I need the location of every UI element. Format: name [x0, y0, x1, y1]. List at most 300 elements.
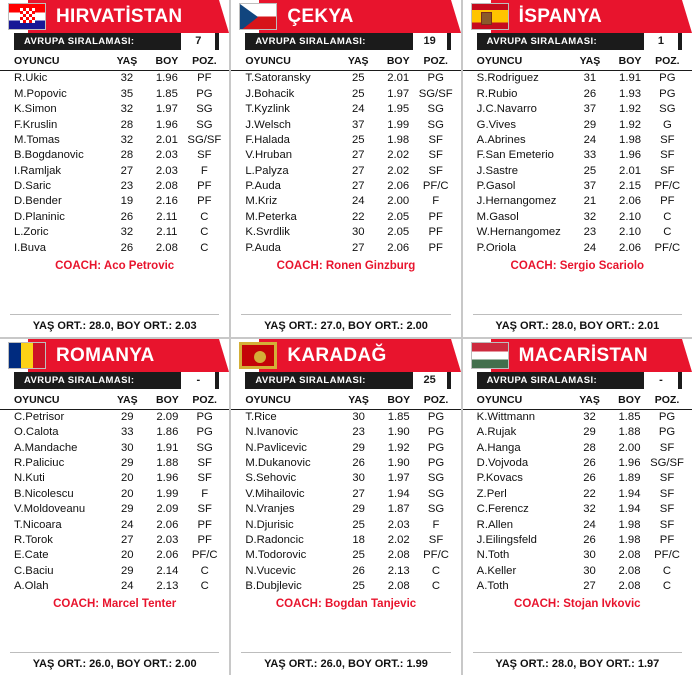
table-header-row — [231, 54, 460, 71]
table-header-row — [0, 393, 229, 410]
player-position: PG — [658, 410, 676, 423]
player-age: 30 — [352, 410, 365, 423]
player-name: R.Ukic — [14, 72, 48, 85]
table-row — [231, 148, 460, 163]
player-name: I.Buva — [14, 241, 47, 254]
player-height: 2.09 — [156, 410, 179, 423]
player-age: 30 — [351, 226, 365, 239]
table-row — [463, 117, 692, 132]
table-row — [231, 533, 460, 548]
player-name: T.Rice — [245, 410, 277, 423]
player-position: PF — [660, 195, 675, 208]
table-row — [231, 179, 460, 194]
table-row — [463, 163, 692, 178]
team-averages: YAŞ ORT.: 27.0, BOY ORT.: 2.00 — [241, 314, 450, 337]
player-name: F.Kruslin — [14, 118, 58, 131]
player-position: PG — [427, 410, 445, 423]
player-name: K.Wittmann — [476, 410, 536, 423]
card-spacer — [463, 610, 692, 647]
player-position: PF — [197, 518, 212, 531]
player-age: 25 — [351, 133, 365, 146]
card-header — [231, 0, 460, 33]
column-header-position: POZ. — [651, 54, 692, 71]
player-height: 2.01 — [619, 164, 642, 177]
table-row — [0, 209, 229, 224]
team-card — [231, 339, 460, 675]
player-height: 1.96 — [155, 118, 178, 131]
table-row — [463, 240, 692, 255]
team-name: HIRVATİSTAN — [56, 6, 183, 27]
player-position: SG — [427, 503, 445, 516]
player-age: 30 — [352, 472, 365, 485]
table-row — [463, 563, 692, 578]
player-age: 31 — [583, 72, 597, 85]
player-age: 25 — [352, 549, 365, 562]
table-row — [0, 163, 229, 178]
player-height: 2.02 — [387, 533, 410, 546]
player-height: 2.11 — [156, 226, 178, 239]
table-row — [0, 71, 229, 87]
card-header — [231, 339, 460, 372]
player-age: 21 — [583, 195, 597, 208]
player-age: 32 — [583, 210, 597, 223]
player-position: C — [200, 580, 209, 593]
coach-label: COACH: Sergio Scariolo — [510, 259, 645, 272]
rank-value: 25 — [413, 372, 447, 389]
player-age: 29 — [120, 457, 134, 470]
player-name: G.Vives — [476, 118, 517, 131]
rank-label: AVRUPA SIRALAMASI: — [486, 36, 598, 47]
column-header-age: YAŞ — [570, 393, 609, 410]
player-height: 1.92 — [619, 103, 642, 116]
player-age: 32 — [120, 226, 134, 239]
player-height: 1.91 — [619, 72, 642, 85]
player-height: 1.98 — [387, 133, 410, 146]
player-name: C.Ferencz — [476, 503, 529, 516]
player-position: F — [200, 164, 208, 177]
player-position: SF — [197, 149, 212, 162]
column-header-name: OYUNCU — [0, 54, 108, 71]
table-row — [0, 486, 229, 501]
card-spacer — [463, 272, 692, 309]
table-row — [0, 148, 229, 163]
player-age: 32 — [120, 103, 134, 116]
table-row — [231, 517, 460, 532]
table-row — [463, 456, 692, 471]
rank-strip — [231, 33, 460, 50]
rank-strip — [0, 33, 229, 50]
player-age: 37 — [583, 180, 597, 193]
player-name: P.Oriola — [476, 241, 517, 254]
player-name: M.Popovic — [14, 87, 67, 100]
table-row — [231, 440, 460, 455]
player-age: 22 — [351, 210, 365, 223]
player-age: 26 — [352, 564, 365, 577]
card-spacer — [0, 610, 229, 647]
player-age: 26 — [583, 87, 597, 100]
rank-label: AVRUPA SIRALAMASI: — [486, 374, 598, 386]
player-name: N.Kuti — [14, 472, 45, 485]
player-height: 2.02 — [387, 149, 410, 162]
flag-icon — [471, 3, 509, 30]
player-position: SG — [196, 441, 213, 454]
table-row — [0, 440, 229, 455]
player-height: 1.95 — [387, 103, 410, 116]
table-row — [463, 194, 692, 209]
table-row — [231, 548, 460, 563]
player-name: R.Torok — [14, 533, 53, 546]
player-age: 26 — [583, 533, 596, 546]
player-height: 2.06 — [619, 195, 642, 208]
player-position: SF — [428, 149, 443, 162]
player-position: SG — [427, 103, 444, 116]
player-position: PF/C — [654, 180, 681, 193]
roster-table — [463, 393, 692, 595]
player-height: 1.96 — [618, 457, 641, 470]
player-height: 2.08 — [155, 241, 178, 254]
player-age: 24 — [351, 195, 365, 208]
roster-table — [231, 393, 460, 595]
player-position: PG — [427, 457, 445, 470]
table-row — [463, 502, 692, 517]
player-age: 22 — [583, 487, 596, 500]
player-height: 2.10 — [619, 226, 642, 239]
player-age: 23 — [583, 226, 597, 239]
player-age: 23 — [120, 180, 134, 193]
player-age: 29 — [120, 564, 134, 577]
table-row — [0, 533, 229, 548]
coach-label: COACH: Bogdan Tanjevic — [275, 598, 417, 610]
column-header-age: YAŞ — [108, 393, 147, 410]
team-card — [463, 339, 692, 675]
player-height: 2.03 — [155, 164, 178, 177]
player-height: 1.96 — [619, 149, 642, 162]
player-height: 1.91 — [156, 441, 179, 454]
player-age: 33 — [120, 426, 134, 439]
flag-icon — [239, 3, 277, 30]
player-name: C.Petrisor — [14, 410, 65, 423]
team-averages: YAŞ ORT.: 26.0, BOY ORT.: 1.99 — [241, 652, 450, 675]
player-height: 2.03 — [155, 149, 178, 162]
player-age: 24 — [583, 133, 597, 146]
player-height: 1.88 — [156, 457, 179, 470]
rank-value: - — [181, 372, 215, 389]
player-position: PG — [427, 426, 445, 439]
team-name: ÇEKYA — [287, 6, 354, 27]
rank-label: AVRUPA SIRALAMASI: — [255, 36, 366, 47]
player-age: 27 — [351, 164, 365, 177]
column-header-name: OYUNCU — [231, 54, 339, 71]
player-age: 32 — [583, 410, 596, 423]
player-age: 24 — [583, 241, 597, 254]
player-position: PF — [428, 241, 443, 254]
player-age: 23 — [352, 426, 365, 439]
player-position: PF — [197, 195, 212, 208]
player-position: C — [431, 564, 441, 577]
table-row — [463, 517, 692, 532]
player-position: C — [200, 226, 209, 239]
player-age: 25 — [351, 87, 365, 100]
table-row — [0, 117, 229, 132]
table-row — [463, 102, 692, 117]
table-row — [231, 425, 460, 440]
player-name: B.Bogdanovic — [14, 149, 84, 162]
player-age: 37 — [583, 103, 597, 116]
player-position: C — [662, 580, 672, 593]
player-name: E.Cate — [14, 549, 49, 562]
player-position: SF — [428, 133, 443, 146]
player-age: 26 — [120, 241, 134, 254]
coach-label: COACH: Marcel Tenter — [53, 598, 177, 610]
player-height: 1.98 — [619, 133, 642, 146]
player-position: PG — [196, 426, 213, 439]
player-age: 19 — [120, 195, 134, 208]
table-header-row — [463, 54, 692, 71]
player-height: 1.99 — [156, 487, 179, 500]
player-height: 1.96 — [156, 472, 179, 485]
player-position: PF — [428, 226, 443, 239]
player-height: 1.89 — [618, 472, 641, 485]
table-row — [0, 409, 229, 425]
rank-label: AVRUPA SIRALAMASI: — [255, 374, 366, 386]
table-row — [463, 579, 692, 594]
card-header — [463, 339, 692, 372]
player-name: M.Todorovic — [245, 549, 307, 562]
player-height: 2.06 — [156, 518, 179, 531]
table-row — [231, 209, 460, 224]
player-name: N.Pavlicevic — [245, 441, 307, 454]
player-age: 29 — [352, 503, 365, 516]
column-header-height: BOY — [609, 393, 650, 410]
table-header-row — [463, 393, 692, 410]
player-age: 29 — [120, 503, 134, 516]
player-name: F.San Emeterio — [476, 149, 554, 162]
player-age: 27 — [120, 533, 134, 546]
player-name: F.Halada — [245, 133, 290, 146]
player-height: 1.92 — [387, 441, 410, 454]
player-name: D.Radoncic — [245, 533, 304, 546]
player-height: 1.94 — [618, 503, 641, 516]
player-name: D.Planinic — [14, 210, 65, 223]
player-age: 32 — [120, 133, 134, 146]
player-name: P.Kovacs — [476, 472, 523, 485]
card-header — [0, 339, 229, 372]
table-row — [231, 486, 460, 501]
player-height: 1.86 — [156, 426, 179, 439]
table-row — [463, 440, 692, 455]
card-header — [0, 0, 229, 33]
table-row — [231, 471, 460, 486]
player-position: SF — [197, 457, 212, 470]
team-name: İSPANYA — [518, 6, 603, 27]
player-name: D.Bender — [14, 195, 62, 208]
column-header-age: YAŞ — [108, 54, 147, 71]
column-header-age: YAŞ — [570, 54, 609, 71]
player-name: P.Auda — [245, 241, 281, 254]
table-row — [0, 517, 229, 532]
player-position: SG — [196, 103, 213, 116]
player-height: 2.11 — [156, 210, 178, 223]
player-height: 1.97 — [155, 103, 178, 116]
column-header-height: BOY — [378, 393, 419, 410]
table-header-row — [0, 54, 229, 71]
player-name: A.Abrines — [476, 133, 526, 146]
player-position: G — [662, 118, 672, 131]
player-height: 2.08 — [387, 580, 410, 593]
player-name: T.Satoransky — [245, 72, 311, 85]
player-height: 2.06 — [619, 241, 642, 254]
card-header — [463, 0, 692, 33]
player-age: 24 — [120, 580, 134, 593]
player-height: 2.06 — [387, 241, 410, 254]
team-averages: YAŞ ORT.: 28.0, BOY ORT.: 1.97 — [473, 652, 682, 675]
player-height: 1.85 — [618, 410, 641, 423]
player-height: 2.05 — [387, 210, 410, 223]
column-header-name: OYUNCU — [231, 393, 339, 410]
player-position: F — [432, 195, 440, 208]
team-averages: YAŞ ORT.: 26.0, BOY ORT.: 2.00 — [10, 652, 219, 675]
player-name: L.Palyza — [245, 164, 289, 177]
player-age: 25 — [583, 164, 597, 177]
table-row — [463, 133, 692, 148]
player-name: D.Saric — [14, 180, 52, 193]
player-height: 1.85 — [155, 87, 178, 100]
player-age: 25 — [351, 72, 365, 85]
player-position: PF — [659, 533, 675, 546]
player-name: A.Toth — [476, 580, 509, 593]
table-row — [231, 163, 460, 178]
team-name: MACARİSTAN — [518, 344, 648, 366]
player-age: 24 — [120, 518, 134, 531]
roster-table — [0, 393, 229, 595]
rank-strip — [0, 372, 229, 389]
player-height: 1.98 — [618, 518, 641, 531]
player-position: C — [200, 210, 209, 223]
player-age: 35 — [120, 87, 134, 100]
table-row — [463, 86, 692, 101]
player-age: 20 — [120, 487, 134, 500]
table-row — [231, 133, 460, 148]
player-position: SF — [659, 503, 675, 516]
player-name: B.Dubjlevic — [245, 580, 302, 593]
player-name: N.Vucevic — [245, 564, 296, 577]
table-row — [0, 456, 229, 471]
player-position: SG — [427, 487, 445, 500]
column-header-name: OYUNCU — [0, 393, 108, 410]
player-height: 2.03 — [156, 533, 179, 546]
table-row — [231, 225, 460, 240]
player-position: PF/C — [191, 549, 218, 562]
table-row — [231, 194, 460, 209]
player-height: 2.16 — [155, 195, 178, 208]
player-age: 33 — [583, 149, 597, 162]
player-age: 24 — [583, 518, 596, 531]
column-header-position: POZ. — [419, 393, 460, 410]
player-name: M.Peterka — [245, 210, 297, 223]
player-position: C — [431, 580, 441, 593]
player-height: 1.88 — [618, 426, 641, 439]
team-averages: YAŞ ORT.: 28.0, BOY ORT.: 2.03 — [10, 314, 219, 337]
player-name: B.Nicolescu — [14, 487, 74, 500]
team-card — [463, 0, 692, 337]
player-position: SF — [659, 441, 675, 454]
player-age: 30 — [583, 564, 596, 577]
flag-icon — [471, 342, 509, 369]
player-age: 27 — [352, 487, 365, 500]
player-position: PG — [427, 441, 445, 454]
player-name: M.Dukanovic — [245, 457, 311, 470]
table-row — [0, 102, 229, 117]
player-position: SF — [197, 503, 212, 516]
player-name: J.Eilingsfeld — [476, 533, 537, 546]
player-position: PF — [428, 210, 443, 223]
player-position: SF — [659, 487, 675, 500]
player-name: N.Toth — [476, 549, 510, 562]
player-name: Z.Perl — [476, 487, 507, 500]
player-name: A.Olah — [14, 580, 49, 593]
player-name: A.Keller — [476, 564, 517, 577]
rank-value: - — [644, 372, 678, 389]
player-age: 32 — [120, 72, 134, 85]
player-name: R.Paliciuc — [14, 457, 65, 470]
player-name: A.Mandache — [14, 441, 78, 454]
table-row — [463, 179, 692, 194]
player-age: 28 — [120, 149, 134, 162]
player-name: M.Gasol — [476, 210, 519, 223]
team-averages: YAŞ ORT.: 28.0, BOY ORT.: 2.01 — [473, 314, 682, 337]
player-age: 29 — [583, 426, 596, 439]
player-name: P.Gasol — [476, 180, 516, 193]
column-header-name: OYUNCU — [463, 54, 571, 71]
player-position: PG — [659, 87, 676, 100]
player-position: PF/C — [423, 549, 449, 562]
card-spacer — [231, 272, 460, 309]
player-name: S.Rodriguez — [476, 72, 539, 85]
table-row — [0, 194, 229, 209]
player-position: SF — [659, 518, 675, 531]
player-height: 2.09 — [156, 503, 179, 516]
player-name: J.Sastre — [476, 164, 519, 177]
player-position: C — [662, 564, 672, 577]
player-age: 30 — [120, 441, 134, 454]
player-name: A.Hanga — [476, 441, 521, 454]
player-name: V.Hruban — [245, 149, 293, 162]
player-position: PF/C — [654, 241, 681, 254]
player-name: R.Rubio — [476, 87, 518, 100]
team-card — [0, 339, 229, 675]
table-row — [0, 179, 229, 194]
table-row — [463, 548, 692, 563]
player-height: 2.08 — [155, 180, 178, 193]
player-name: J.C.Navarro — [476, 103, 537, 116]
player-position: PF — [197, 533, 212, 546]
flag-icon — [8, 3, 46, 30]
player-height: 2.05 — [387, 226, 410, 239]
player-name: I.Ramljak — [14, 164, 62, 177]
player-name: K.Svrdlik — [245, 226, 290, 239]
player-height: 2.08 — [618, 564, 641, 577]
player-age: 32 — [583, 503, 596, 516]
player-position: SG/SF — [418, 87, 453, 100]
player-name: M.Tomas — [14, 133, 60, 146]
table-row — [0, 133, 229, 148]
rank-value: 1 — [644, 33, 678, 50]
player-age: 26 — [583, 472, 596, 485]
player-height: 1.99 — [387, 118, 410, 131]
team-card — [231, 0, 460, 337]
player-height: 1.90 — [387, 457, 410, 470]
player-age: 26 — [583, 457, 596, 470]
